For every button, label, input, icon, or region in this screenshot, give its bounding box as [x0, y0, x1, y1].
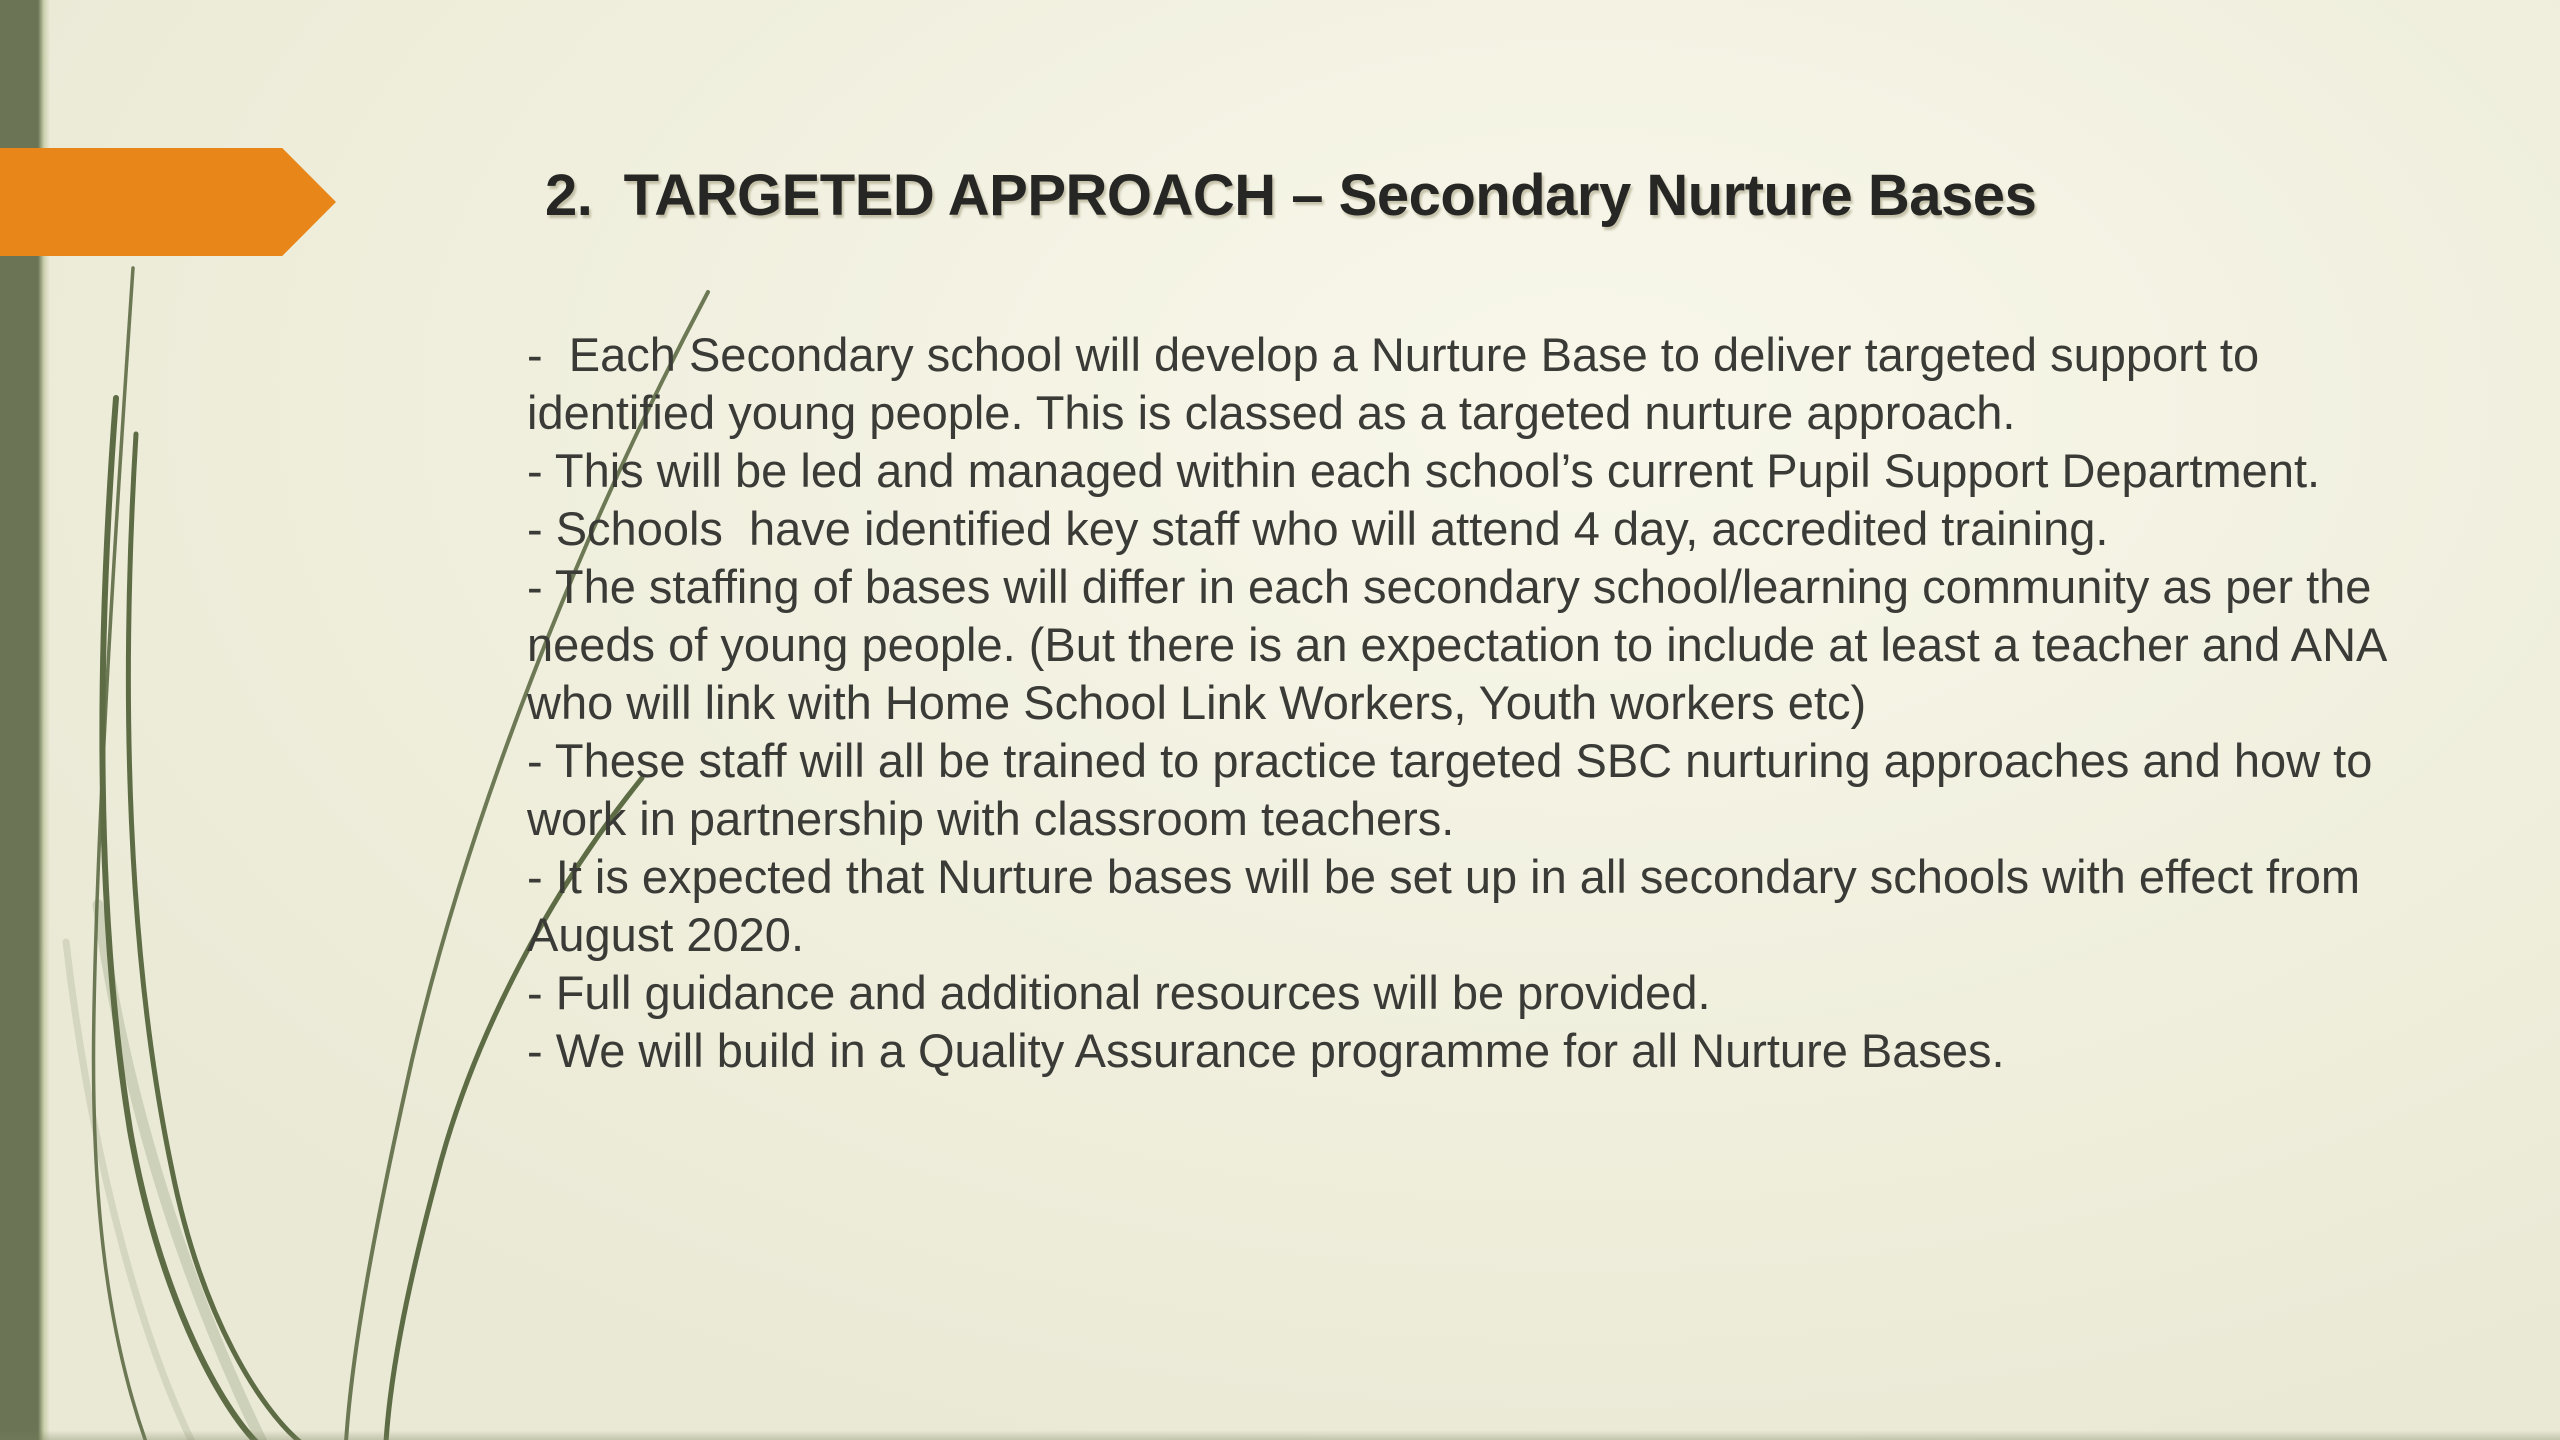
bullet-item: - It is expected that Nurture bases will be set up in all secondary schools with effect from August 2020. — [527, 850, 2371, 961]
bullet-item: - Schools have identified key staff who will attend 4 day, accredited training. — [527, 502, 2109, 555]
slide-body — [527, 326, 2407, 1080]
orange-arrow-shape — [0, 148, 336, 256]
bottom-edge-shading — [0, 1430, 2560, 1440]
slide-title: 2. TARGETED APPROACH – Secondary Nurture Bases — [545, 163, 2037, 228]
bullet-item: - This will be led and managed within each school’s current Pupil Support Department. — [527, 444, 2321, 497]
bullet-item: - These staff will all be trained to practice targeted SBC nurturing approaches and how to work in partnership with classroom teachers. — [527, 734, 2386, 845]
bullet-item: - We will build in a Quality Assurance programme for all Nurture Bases. — [527, 1024, 2005, 1077]
bullet-item: - Full guidance and additional resources will be provided. — [527, 966, 1711, 1019]
bullet-item: - The staffing of bases will differ in each secondary school/learning community as per the needs of young people. (But there is an expectation to include at least a teacher and ANA who will link with Home School Link Workers, Youth workers etc) — [527, 560, 2398, 729]
bullet-item: - Each Secondary school will develop a Nurture Base to deliver targeted support to identified young people. This is classed as a targeted nurture approach. — [527, 328, 2273, 439]
